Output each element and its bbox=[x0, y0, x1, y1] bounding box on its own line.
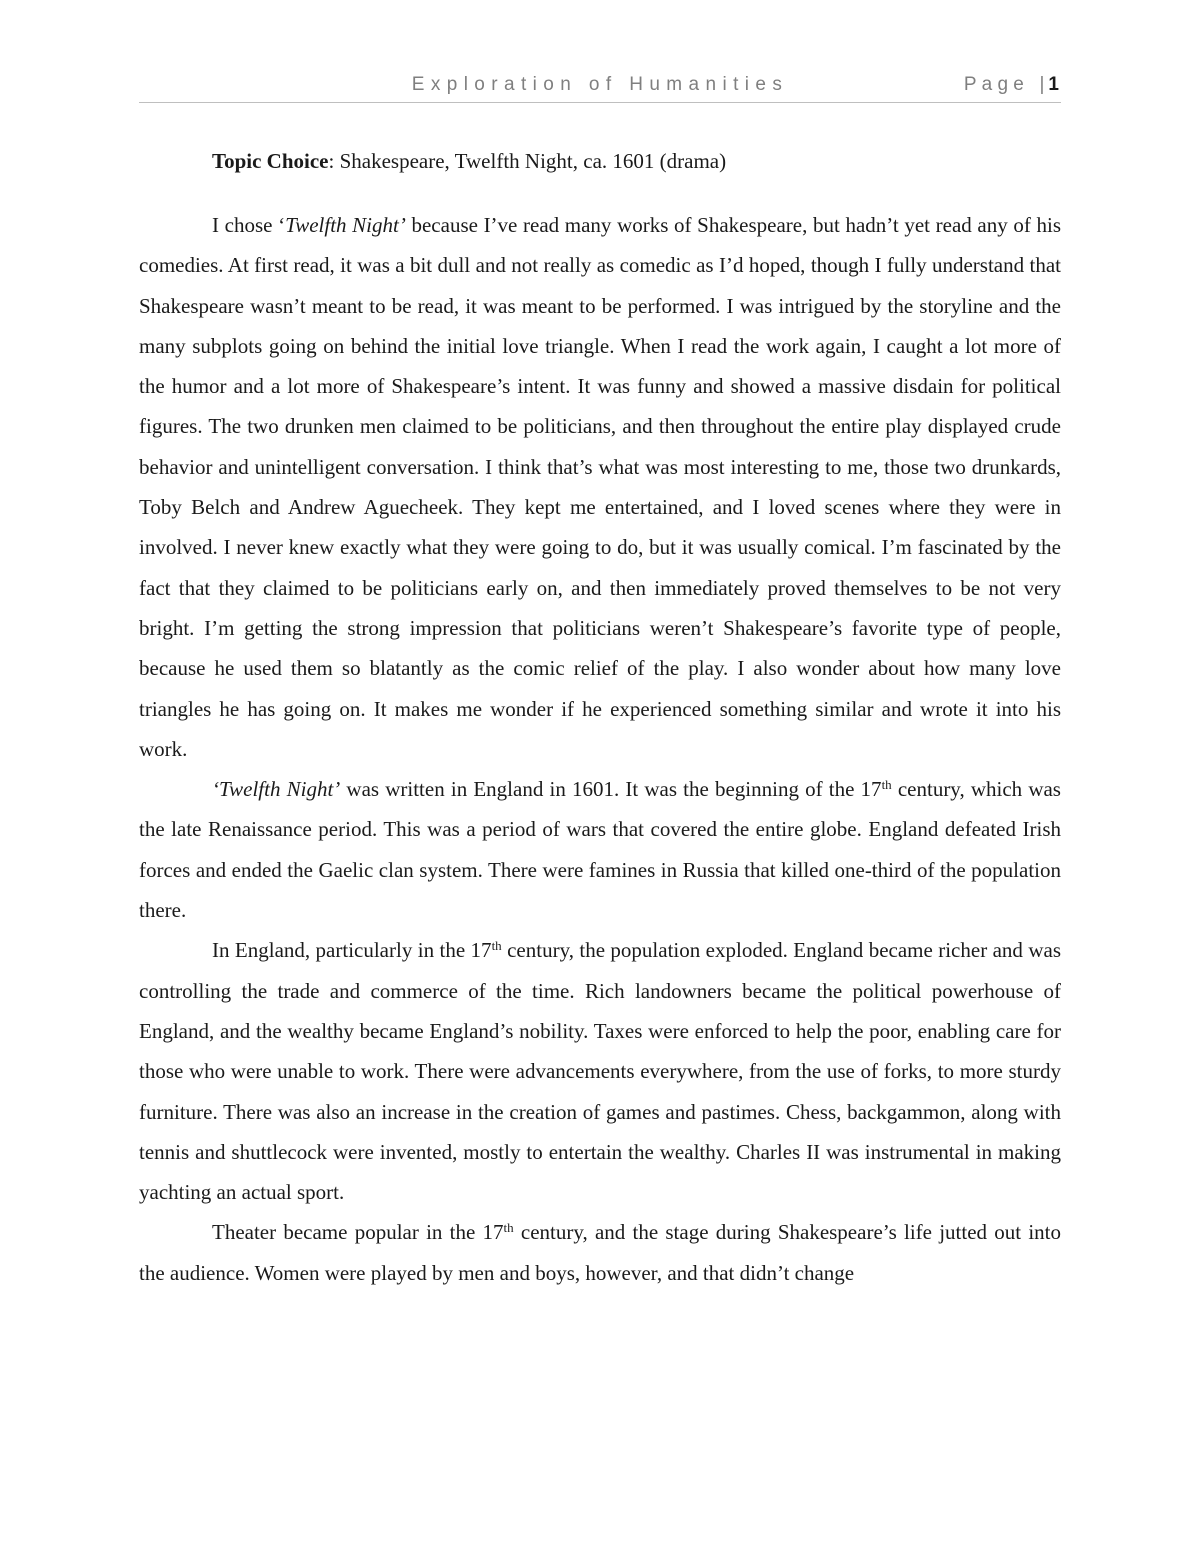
paragraph-2-text: century, which was the late Renaissance period. This was a period of wars that covered the entire globe. England defeated Irish forces and ended the Gaelic clan system. There were famines in Russia that killed one-third of the population there. bbox=[139, 777, 1061, 923]
topic-line bbox=[212, 141, 1061, 181]
page-separator: | bbox=[1039, 74, 1049, 95]
paragraph-3-superscript: th bbox=[491, 938, 502, 954]
topic-colon: : bbox=[328, 149, 335, 173]
paragraph-1-text: because I’ve read many works of Shakespeare, but hadn’t yet read any of his comedies. At first read, it was a bit dull and not really as comedic as I’d hoped, though I fully understand that Shakespeare wasn’t meant to be read, it was meant to be performed. I was intrigued by the storyline and the many subplots going on behind the initial love triangle. When I read the work again, I caught a lot more of the humor and a lot more of Shakespeare’s intent. It was funny and showed a massive disdain for political figures. The two drunken men claimed to be politicians, and then throughout the entire play displayed crude behavior and unintelligent conversation. I think that’s what was most interesting to me, those two drunkards, Toby Belch and Andrew Aguecheek. They kept me entertained, and I loved scenes where they were in involved. I never knew exactly what they were going to do, but it was usually comical. I’m fascinated by the fact that they claimed to be politicians early on, and then immediately proved themselves to be not very bright. I’m getting the strong impression that politicians weren’t Shakespeare’s favorite type of people, because he used them so blatantly as the comic relief of the play. I also wonder about how many love triangles he has going on. It makes me wonder if he experienced something similar and wrote it into his work. bbox=[139, 213, 1061, 761]
paragraph-3-text: century, the population exploded. England became richer and was controlling the trade and commerce of the time. Rich landowners became the political powerhouse of England, and the wealthy became England’s nobility. Taxes were enforced to help the poor, enabling care for those who were unable to work. There were advancements everywhere, from the use of forks, to more sturdy furniture. There was also an increase in the creation of games and pastimes. Chess, backgammon, along with tennis and shuttlecock were invented, mostly to entertain the wealthy. Charles II was instrumental in making yachting an actual sport. bbox=[139, 938, 1061, 1205]
paragraph-4-lead: Theater became popular in the 17 bbox=[212, 1220, 504, 1245]
document-body bbox=[139, 141, 1061, 1293]
paragraph-1 bbox=[139, 205, 1061, 769]
page-number: 1 bbox=[1048, 74, 1059, 95]
paragraph-2-superscript: th bbox=[881, 777, 892, 793]
paragraph-4-text: century, and the stage during Shakespeare’s life jutted out into the audience. Women were played by men and boys, however, and that didn’t change bbox=[139, 1220, 1061, 1285]
topic-label: Topic Choice bbox=[212, 149, 329, 173]
paragraph-2-lead: was written in England in 1601. It was the beginning of the 17 bbox=[340, 777, 882, 802]
page-label: Page bbox=[963, 74, 1029, 95]
paragraph-4 bbox=[139, 1212, 1061, 1293]
paragraph-3-lead: In England, particularly in the 17 bbox=[212, 938, 492, 963]
paragraph-4-superscript: th bbox=[503, 1220, 514, 1236]
topic-text: Shakespeare, Twelfth Night, ca. 1601 (drama) bbox=[334, 149, 727, 173]
page-header bbox=[139, 70, 1061, 103]
header-page-number bbox=[964, 74, 1059, 96]
paragraph-1-lead: I chose ‘ bbox=[212, 213, 286, 237]
header-title: Exploration of Humanities bbox=[411, 74, 789, 95]
paragraph-1-title: Twelfth Night’ bbox=[285, 213, 406, 237]
paragraph-2 bbox=[139, 769, 1061, 930]
paragraph-3 bbox=[139, 930, 1061, 1212]
paragraph-2-title: ‘Twelfth Night’ bbox=[212, 777, 341, 802]
